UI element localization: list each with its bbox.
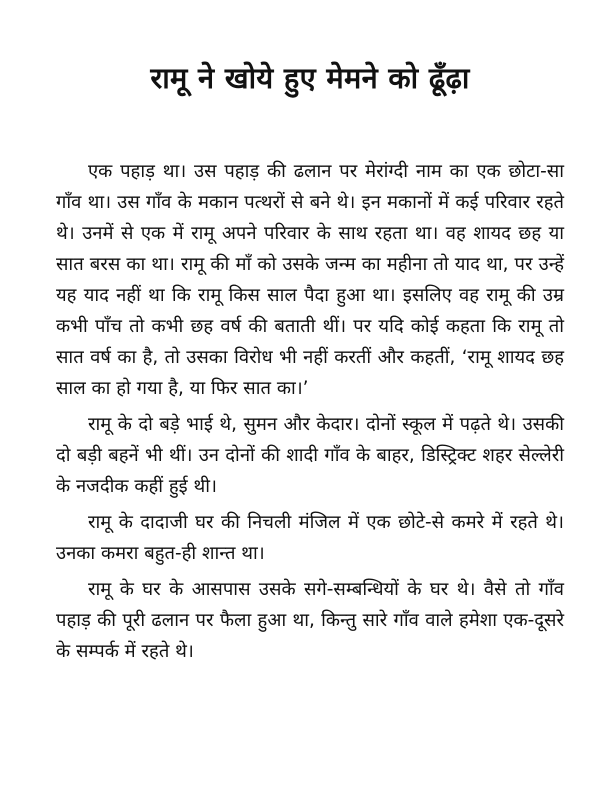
paragraph-4: रामू के घर के आसपास उसके सगे-सम्बन्धियों के घर थे। वैसे तो गाँव पहाड़ की पूरी ढलान पर फैला हुआ था, किन्तु सारे गाँव वाले हमेशा एक-दूसरे के सम्पर्क में रहते थे। xyxy=(56,579,564,662)
paragraph-1: एक पहाड़ था। उस पहाड़ की ढलान पर मेरांग्दी नाम का एक छोटा-सा गाँव था। उस गाँव के मकान पत्थरों से बने थे। इन मकानों में कई परिवार रहते थे। उनमें से एक में रामू अपने परिवार के साथ रहता था। वह शायद छह या सात बरस का था। रामू की माँ को उसके जन्म का महीना तो याद था, पर उन्हें यह याद नहीं था कि रामू किस साल पैदा हुआ था। इसलिए वह रामू की उम्र कभी पाँच तो कभी छह वर्ष की बताती थीं। पर यदि कोई कहता कि रामू तो सात वर्ष का है, तो उसका विरोध भी नहीं करतीं और कहतीं, ‘रामू शायद छह साल का हो गया है, या फिर सात का।’ xyxy=(56,161,564,399)
chapter-title: रामू ने खोये हुए मेमने को ढूँढ़ा xyxy=(150,61,470,95)
chapter-body xyxy=(56,156,564,667)
paragraph-3: रामू के दादाजी घर की निचली मंजिल में एक छोटे-से कमरे में रहते थे। उनका कमरा बहुत-ही शान्त था। xyxy=(56,512,564,564)
paragraph-2: रामू के दो बड़े भाई थे, सुमन और केदार। दोनों स्कूल में पढ़ते थे। उसकी दो बड़ी बहनें भी थीं। उन दोनों की शादी गाँव के बाहर, डिस्ट्रिक्ट शहर सेल्लेरी के नजदीक कहीं हुई थी। xyxy=(56,414,564,497)
